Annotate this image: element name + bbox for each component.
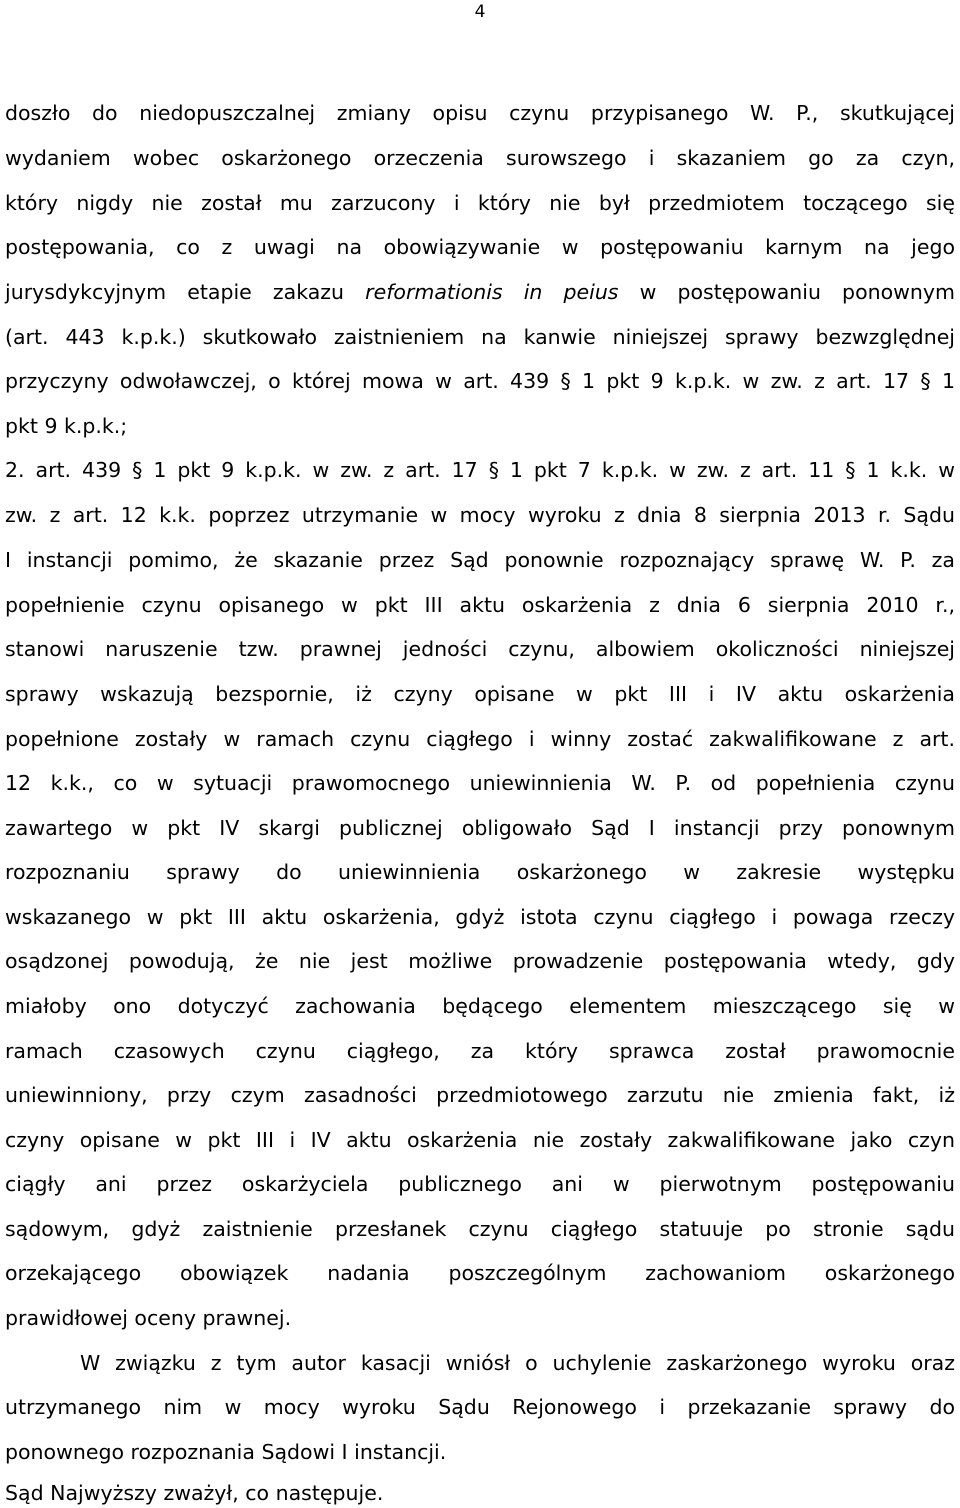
text-line: miałoby ono dotyczyć zachowania będącego elementem mieszczącego się w (5, 994, 955, 1018)
text-line: wskazanego w pkt III aktu oskarżenia, gdyż istota czynu ciągłego i powaga rzeczy (5, 905, 955, 929)
text-line: popełnione zostały w ramach czynu ciągłego i winny zostać zakwalifikowane z art. (5, 727, 955, 751)
text-line: sądowym, gdyż zaistnienie przesłanek czynu ciągłego statuuje po stronie sądu (5, 1217, 955, 1241)
text-line: popełnienie czynu opisanego w pkt III aktu oskarżenia z dnia 6 sierpnia 2010 r., (5, 593, 955, 617)
section-heading: Sąd Najwyższy zważył, co następuje. (5, 1481, 384, 1505)
text-line: przyczyny odwoławczej, o której mowa w art. 439 § 1 pkt 9 k.p.k. w zw. z art. 17 § 1 (5, 369, 955, 393)
text-line: orzekającego obowiązek nadania poszczególnym zachowaniom oskarżonego (5, 1261, 955, 1285)
text-line: rozpoznaniu sprawy do uniewinnienia oskarżonego w zakresie występku (5, 860, 955, 884)
text-line: 2. art. 439 § 1 pkt 9 k.p.k. w zw. z art. 17 § 1 pkt 7 k.p.k. w zw. z art. 11 § 1 k.k. w (5, 458, 955, 482)
text-line: ciągły ani przez oskarżyciela publicznego ani w pierwotnym postępowaniu (5, 1172, 955, 1196)
italic-phrase: reformationis in peius (365, 280, 619, 304)
text-line: postępowania, co z uwagi na obowiązywanie w postępowaniu karnym na jego (5, 235, 955, 259)
text-line: I instancji pomimo, że skazanie przez Sąd ponownie rozpoznający sprawę W. P. za (5, 548, 955, 572)
text-line: wydaniem wobec oskarżonego orzeczenia surowszego i skazaniem go za czyn, (5, 146, 955, 170)
text-line: zw. z art. 12 k.k. poprzez utrzymanie w mocy wyroku z dnia 8 sierpnia 2013 r. Sądu (5, 503, 955, 527)
text-line: utrzymanego nim w mocy wyroku Sądu Rejonowego i przekazanie sprawy do (5, 1395, 955, 1419)
page-number: 4 (474, 2, 486, 22)
text-line: czyny opisane w pkt III i IV aktu oskarżenia nie zostały zakwalifikowane jako czyn (5, 1128, 955, 1152)
text-line: osądzonej powodują, że nie jest możliwe prowadzenie postępowania wtedy, gdy (5, 949, 955, 973)
text-line: który nigdy nie został mu zarzucony i który nie był przedmiotem toczącego się (5, 191, 955, 215)
text-line: prawidłowej oceny prawnej. (5, 1306, 292, 1330)
text-line: stanowi naruszenie tzw. prawnej jedności czynu, albowiem okoliczności niniejszej (5, 637, 955, 661)
text-line: W związku z tym autor kasacji wniósł o uchylenie zaskarżonego wyroku oraz (80, 1351, 955, 1375)
text-line: uniewinniony, przy czym zasadności przedmiotowego zarzutu nie zmienia fakt, iż (5, 1083, 955, 1107)
text-line-with-italic: jurysdykcyjnym etapie zakazu reformationis in peius w postępowaniu ponownym (5, 280, 956, 304)
text-line: zawartego w pkt IV skargi publicznej obligowało Sąd I instancji przy ponownym (5, 816, 955, 840)
text-line: ramach czasowych czynu ciągłego, za który sprawca został prawomocnie (5, 1039, 955, 1063)
text-line: ponownego rozpoznania Sądowi I instancji. (5, 1440, 447, 1464)
text-line: doszło do niedopuszczalnej zmiany opisu czynu przypisanego W. P., skutkującej (5, 101, 955, 125)
text-line: sprawy wskazują bezspornie, iż czyny opisane w pkt III i IV aktu oskarżenia (5, 682, 955, 706)
text-line: 12 k.k., co w sytuacji prawomocnego uniewinnienia W. P. od popełnienia czynu (5, 771, 955, 795)
text-line: pkt 9 k.p.k.; (5, 414, 128, 438)
text-line: (art. 443 k.p.k.) skutkowało zaistnieniem na kanwie niniejszej sprawy bezwzględnej (5, 325, 955, 349)
